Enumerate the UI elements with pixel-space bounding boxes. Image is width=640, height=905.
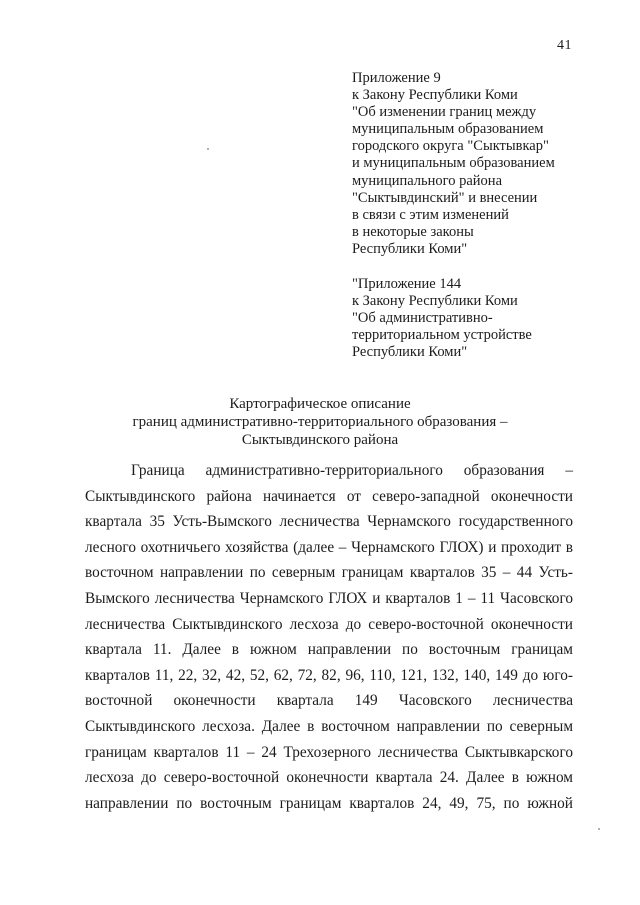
body-line: лесхоза до северо-восточной оконечности квартала 24. Далее в южном xyxy=(85,769,573,787)
body-line: лесничества Сыктывдинского лесхоза до северо-восточной оконечности xyxy=(85,615,573,633)
body-line: границам кварталов 11 – 24 Трехозерного лесничества Сыктывкарского xyxy=(85,743,573,761)
body-line: направлении по восточным границам кварталов 24, 49, 75, по южной xyxy=(85,794,573,812)
body-line: кварталов 11, 22, 32, 42, 52, 62, 72, 82, 96, 110, 121, 132, 140, 149 до юго- xyxy=(85,666,573,684)
title-line: Картографическое описание xyxy=(229,396,411,412)
appendix-144-line: "Об административно- xyxy=(352,310,493,327)
body-line: Вымского лесничества Чернамского ГЛОХ и кварталов 1 – 11 Часовского xyxy=(85,589,573,607)
appendix-144-line: Республики Коми" xyxy=(352,344,468,361)
appendix-9-line: в связи с этим изменений xyxy=(352,206,509,223)
appendix-9-line: "Сыктывдинский" и внесении xyxy=(352,189,538,206)
appendix-9-line: и муниципальным образованием xyxy=(352,155,555,172)
body-line: Сыктывдинского района начинается от северо-западной оконечности xyxy=(85,487,573,505)
body-line: Сыктывдинского лесхоза. Далее в восточном направлении по северным xyxy=(85,717,573,735)
appendix-9-line: муниципальным образованием xyxy=(352,121,544,138)
appendix-9-line: в некоторые законы xyxy=(352,223,474,240)
appendix-9-line: Приложение 9 xyxy=(352,70,441,86)
appendix-9-line: городского округа "Сыктывкар" xyxy=(352,138,549,155)
page-number: 41 xyxy=(557,38,572,53)
appendix-144-header xyxy=(352,276,602,361)
appendix-144-line: к Закону Республики Коми xyxy=(352,293,518,310)
appendix-9-line: к Закону Республики Коми xyxy=(352,87,518,104)
scan-artifact xyxy=(207,148,209,150)
appendix-9-line: "Об изменении границ между xyxy=(352,104,537,121)
title-line: границ административно-территориального образования – xyxy=(132,414,508,430)
appendix-9-line: муниципального района xyxy=(352,172,502,189)
body-line: Граница административно-территориального образования – xyxy=(131,462,573,479)
appendix-144-line: территориальном устройстве xyxy=(352,327,532,344)
appendix-9-line: Республики Коми" xyxy=(352,240,468,257)
appendix-9-header xyxy=(352,70,602,258)
body-line: лесного охотничьего хозяйства (далее – Чернамского ГЛОХ) и проходит в xyxy=(85,538,573,556)
body-line: восточном направлении по северным границам кварталов 35 – 44 Усть- xyxy=(85,564,573,582)
appendix-144-line: "Приложение 144 xyxy=(352,276,462,292)
body-line: квартала 35 Усть-Вымского лесничества Чернамского государственного xyxy=(85,513,573,531)
title-line: Сыктывдинского района xyxy=(241,432,399,448)
body-paragraph xyxy=(85,458,573,816)
document-title xyxy=(0,395,640,449)
scan-artifact xyxy=(598,828,600,830)
body-line: квартала 11. Далее в южном направлении по восточным границам xyxy=(85,641,573,659)
body-line: восточной оконечности квартала 149 Часовского лесничества xyxy=(85,692,573,710)
